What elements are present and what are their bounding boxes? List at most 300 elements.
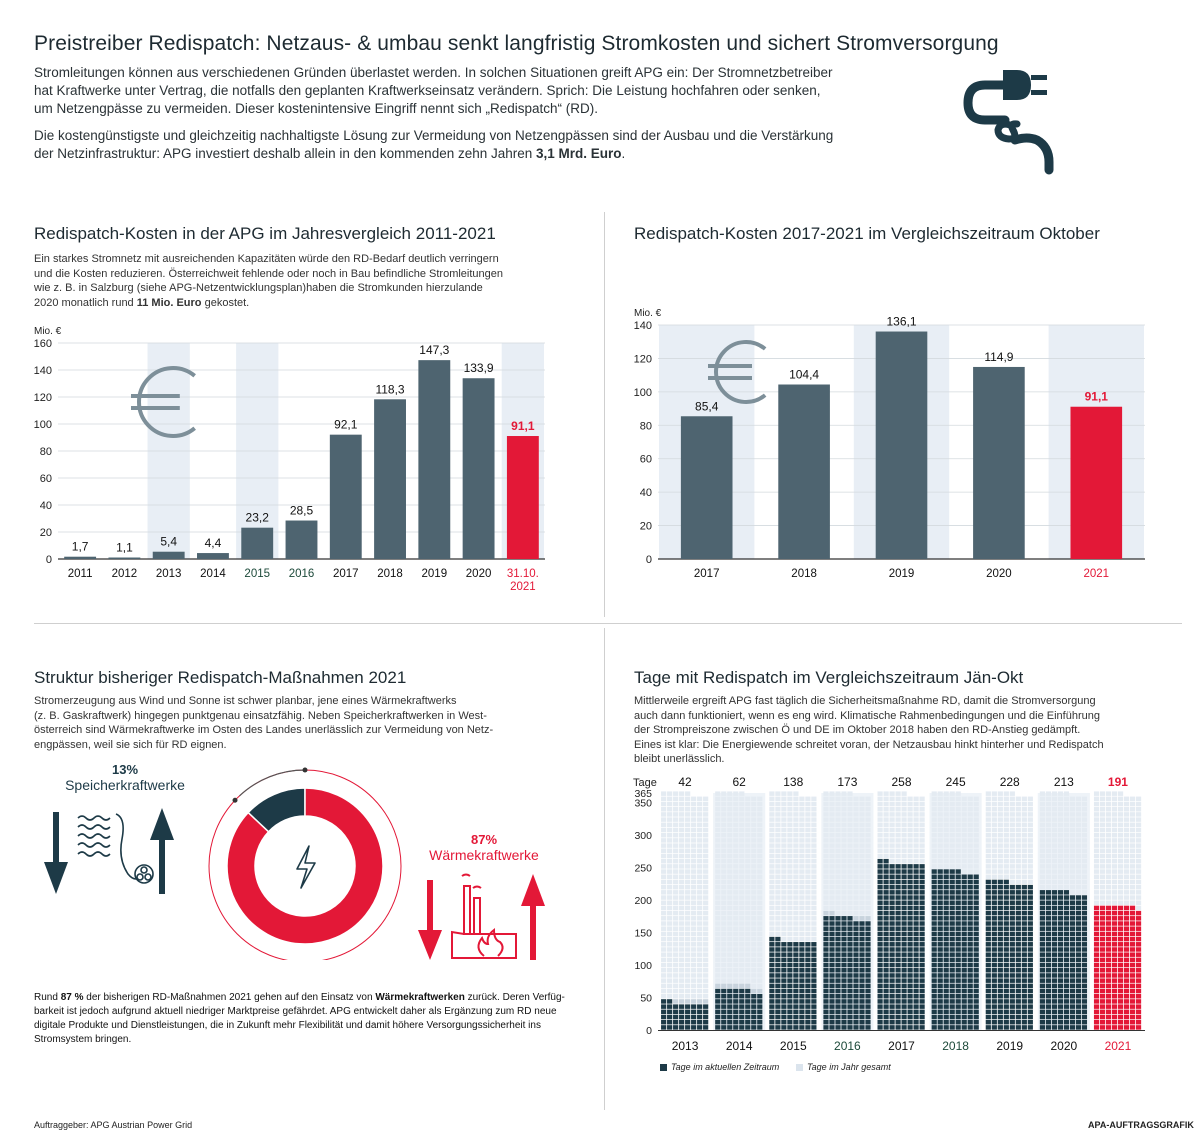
waffle-cell xyxy=(950,797,955,801)
waffle-cell xyxy=(859,823,864,827)
waffle-cell xyxy=(1046,942,1051,946)
waffle-cell xyxy=(1016,838,1021,842)
data-label: 136,1 xyxy=(886,314,917,329)
waffle-cell xyxy=(944,978,949,982)
waffle-cell xyxy=(1070,937,1075,941)
waffle-cell xyxy=(775,807,780,811)
waffle-cell xyxy=(1064,1010,1069,1014)
waffle-cell xyxy=(847,963,852,967)
waffle-cell xyxy=(932,802,937,806)
waffle-cell xyxy=(878,978,883,982)
waffle-cell xyxy=(890,989,895,993)
waffle-cell xyxy=(757,968,762,972)
data-label: 91,1 xyxy=(511,419,535,434)
waffle-cell xyxy=(829,968,834,972)
waffle-cell xyxy=(805,838,810,842)
waffle-cell xyxy=(775,958,780,962)
waffle-cell xyxy=(1100,911,1105,915)
waffle-cell xyxy=(878,989,883,993)
waffle-cell xyxy=(962,989,967,993)
waffle-cell xyxy=(1112,921,1117,925)
waffle-cell xyxy=(745,807,750,811)
waffle-cell xyxy=(1112,885,1117,889)
waffle-cell xyxy=(956,833,961,837)
waffle-cell xyxy=(715,1004,720,1008)
waffle-cell xyxy=(661,823,666,827)
waffle-cell xyxy=(757,989,762,993)
waffle-cell xyxy=(914,833,919,837)
waffle-cell xyxy=(667,817,672,821)
waffle-cell xyxy=(950,973,955,977)
waffle-cell xyxy=(853,906,858,910)
waffle-cell xyxy=(685,791,690,795)
waffle-cell xyxy=(865,802,870,806)
waffle-cell xyxy=(1028,973,1033,977)
waffle-cell xyxy=(715,864,720,868)
waffle-cell xyxy=(757,885,762,889)
waffle-cell xyxy=(847,854,852,858)
donut-chart xyxy=(205,760,405,960)
waffle-cell xyxy=(896,890,901,894)
waffle-cell xyxy=(1130,843,1135,847)
waffle-cell xyxy=(998,911,1003,915)
waffle-cell xyxy=(1010,932,1015,936)
waffle-cell xyxy=(685,994,690,998)
waffle-cell xyxy=(950,849,955,853)
waffle-cell xyxy=(841,978,846,982)
waffle-cell xyxy=(968,952,973,956)
waffle-cell xyxy=(878,895,883,899)
waffle-cell xyxy=(781,932,786,936)
waffle-cell xyxy=(884,849,889,853)
waffle-cell xyxy=(661,854,666,858)
waffle-cell xyxy=(1046,859,1051,863)
waffle-cell xyxy=(902,952,907,956)
waffle-cell xyxy=(685,900,690,904)
waffle-cell xyxy=(932,890,937,894)
waffle-cell xyxy=(859,854,864,858)
waffle-cell xyxy=(902,854,907,858)
waffle-cell xyxy=(1004,817,1009,821)
waffle-cell xyxy=(853,833,858,837)
waffle-cell xyxy=(1010,921,1015,925)
chart1-bar-chart xyxy=(30,318,550,603)
waffle-cell xyxy=(769,838,774,842)
waffle-cell xyxy=(733,921,738,925)
waffle-cell xyxy=(805,984,810,988)
waffle-cell xyxy=(673,911,678,915)
waffle-cell xyxy=(781,859,786,863)
waffle-cell xyxy=(739,1004,744,1008)
waffle-cell xyxy=(1052,885,1057,889)
waffle-cell xyxy=(884,958,889,962)
waffle-cell xyxy=(908,1015,913,1019)
waffle-cell xyxy=(1028,999,1033,1003)
waffle-cell xyxy=(896,791,901,795)
waffle-cell xyxy=(1028,885,1033,889)
waffle-cell xyxy=(1070,807,1075,811)
waffle-cell xyxy=(908,823,913,827)
waffle-cell xyxy=(920,859,925,863)
waffle-cell xyxy=(733,978,738,982)
waffle-cell xyxy=(865,947,870,951)
waffle-cell xyxy=(1130,1004,1135,1008)
waffle-cell xyxy=(835,973,840,977)
waffle-cell xyxy=(769,802,774,806)
waffle-cell xyxy=(914,958,919,962)
waffle-cell xyxy=(896,812,901,816)
waffle-cell xyxy=(835,937,840,941)
waffle-cell xyxy=(986,937,991,941)
waffle-cell xyxy=(962,1015,967,1019)
waffle-cell xyxy=(992,911,997,915)
waffle-cell xyxy=(932,937,937,941)
waffle-cell xyxy=(1118,978,1123,982)
waffle-cell xyxy=(697,926,702,930)
waffle-cell xyxy=(745,947,750,951)
waffle-cell xyxy=(908,838,913,842)
chart4-description: Mittlerweile ergreift APG fast täglich die Sicherheitsmaßnahme RD, damit die Stromversorgung auch dann funktioniert, wenn es eng wird. Klimatische Rahmenbedingungen und die Einführung der Strompreiszone zwischen Ö und DE im Oktober 2018 haben den RD-Anstieg gedämpft. Eines ist klar: Die Energiewende schreitet voran, der Netzausbau hinkt hinterher und Redispatch bleibt unerlässlich. xyxy=(634,695,1104,765)
waffle-cell xyxy=(896,859,901,863)
waffle-cell xyxy=(673,859,678,863)
waffle-cell xyxy=(787,869,792,873)
waffle-cell xyxy=(938,900,943,904)
waffle-cell xyxy=(1010,828,1015,832)
waffle-cell xyxy=(721,900,726,904)
waffle-cell xyxy=(733,900,738,904)
waffle-cell xyxy=(781,973,786,977)
waffle-cell xyxy=(914,973,919,977)
waffle-cell xyxy=(1124,1010,1129,1014)
waffle-cell xyxy=(1094,885,1099,889)
waffle-cell xyxy=(805,843,810,847)
waffle-cell xyxy=(799,989,804,993)
waffle-cell xyxy=(823,963,828,967)
waffle-cell xyxy=(1100,859,1105,863)
waffle-cell xyxy=(920,895,925,899)
waffle-cell xyxy=(823,916,828,920)
waffle-cell xyxy=(667,885,672,889)
waffle-cell xyxy=(1004,797,1009,801)
waffle-cell xyxy=(1082,797,1087,801)
waffle-cell xyxy=(968,823,973,827)
waffle-cell xyxy=(1130,869,1135,873)
waffle-cell xyxy=(829,875,834,879)
waffle-cell xyxy=(1100,1010,1105,1014)
waffle-cell xyxy=(1118,864,1123,868)
waffle-cell xyxy=(1058,838,1063,842)
waffle-cell xyxy=(932,828,937,832)
waffle-cell xyxy=(896,932,901,936)
waffle-cell xyxy=(793,1015,798,1019)
waffle-cell xyxy=(986,963,991,967)
waffle-cell xyxy=(1136,812,1141,816)
waffle-cell xyxy=(998,932,1003,936)
waffle-cell xyxy=(878,890,883,894)
bar xyxy=(681,416,733,559)
waffle-cell xyxy=(841,791,846,795)
waffle-cell xyxy=(1064,921,1069,925)
waffle-cell xyxy=(787,968,792,972)
waffle-cell xyxy=(685,885,690,889)
waffle-cell xyxy=(829,854,834,858)
waffle-cell xyxy=(962,869,967,873)
waffle-cell xyxy=(1040,926,1045,930)
waffle-cell xyxy=(739,994,744,998)
waffle-cell xyxy=(667,838,672,842)
waffle-cell xyxy=(775,984,780,988)
waffle-cell xyxy=(679,869,684,873)
waffle-cell xyxy=(1028,854,1033,858)
waffle-cell xyxy=(787,802,792,806)
waffle-cell xyxy=(992,854,997,858)
waffle-cell xyxy=(679,895,684,899)
waffle-cell xyxy=(859,900,864,904)
waffle-cell xyxy=(1118,849,1123,853)
waffle-cell xyxy=(745,1020,750,1024)
waffle-cell xyxy=(968,885,973,889)
waffle-cell xyxy=(859,812,864,816)
waffle-cell xyxy=(751,906,756,910)
waffle-cell xyxy=(1022,823,1027,827)
waffle-cell xyxy=(691,828,696,832)
waffle-cell xyxy=(727,968,732,972)
waffle-cell xyxy=(902,937,907,941)
waffle-cell xyxy=(956,843,961,847)
waffle-cell xyxy=(1058,1020,1063,1024)
y-tick-label: 120 xyxy=(33,392,52,404)
waffle-cell xyxy=(745,978,750,982)
waffle-cell xyxy=(1112,833,1117,837)
waffle-cell xyxy=(733,989,738,993)
y-tick-label: 40 xyxy=(39,500,52,512)
waffle-cell xyxy=(968,833,973,837)
waffle-cell xyxy=(673,932,678,936)
waffle-cell xyxy=(799,1004,804,1008)
waffle-cell xyxy=(703,1004,708,1008)
waffle-cell xyxy=(745,921,750,925)
waffle-cell xyxy=(968,797,973,801)
waffle-cell xyxy=(1064,849,1069,853)
waffle-cell xyxy=(703,989,708,993)
waffle-cell xyxy=(1022,942,1027,946)
waffle-cell xyxy=(811,849,816,853)
waffle-cell xyxy=(932,926,937,930)
waffle-cell xyxy=(1124,973,1129,977)
waffle-cell xyxy=(1106,864,1111,868)
waffle-cell xyxy=(962,994,967,998)
waffle-cell xyxy=(1058,854,1063,858)
waffle-cell xyxy=(751,890,756,894)
waffle-cell xyxy=(908,1004,913,1008)
waffle-cell xyxy=(1058,937,1063,941)
waffle-cell xyxy=(667,973,672,977)
waffle-cell xyxy=(1118,843,1123,847)
waffle-cell xyxy=(661,1015,666,1019)
waffle-cell xyxy=(1094,999,1099,1003)
waffle-cell xyxy=(733,911,738,915)
waffle-cell xyxy=(703,849,708,853)
waffle-cell xyxy=(944,828,949,832)
waffle-cell xyxy=(1046,1015,1051,1019)
waffle-cell xyxy=(1106,880,1111,884)
waffle-cell xyxy=(1082,807,1087,811)
waffle-cell xyxy=(1010,984,1015,988)
waffle-cell xyxy=(1082,817,1087,821)
waffle-cell xyxy=(950,947,955,951)
waffle-cell xyxy=(859,916,864,920)
waffle-cell xyxy=(679,890,684,894)
waffle-cell xyxy=(938,791,943,795)
y-tick-label: 60 xyxy=(39,473,52,485)
waffle-cell xyxy=(1022,932,1027,936)
waffle-cell xyxy=(793,849,798,853)
waffle-cell xyxy=(962,999,967,1003)
waffle-cell xyxy=(673,802,678,806)
waffle-cell xyxy=(1070,864,1075,868)
waffle-cell xyxy=(661,869,666,873)
waffle-cell xyxy=(884,859,889,863)
legend-current-text: Tage im aktuellen Zeitraum xyxy=(671,1062,780,1072)
waffle-cell xyxy=(691,849,696,853)
waffle-cell xyxy=(962,984,967,988)
waffle-cell xyxy=(787,849,792,853)
waffle-cell xyxy=(956,952,961,956)
waffle-cell xyxy=(932,885,937,889)
waffle-cell xyxy=(787,854,792,858)
waffle-cell xyxy=(781,828,786,832)
waffle-cell xyxy=(974,828,979,832)
waffle-cell xyxy=(896,921,901,925)
data-label: 5,4 xyxy=(160,534,178,549)
waffle-cell xyxy=(1040,958,1045,962)
waffle-cell xyxy=(1064,791,1069,795)
waffle-cell xyxy=(938,952,943,956)
waffle-cell xyxy=(1064,1004,1069,1008)
waffle-cell xyxy=(859,849,864,853)
waffle-cell xyxy=(986,952,991,956)
waffle-cell xyxy=(938,817,943,821)
waffle-cell xyxy=(1082,958,1087,962)
waffle-cell xyxy=(896,984,901,988)
waffle-cell xyxy=(739,854,744,858)
waffle-cell xyxy=(1076,1010,1081,1014)
waffle-cell xyxy=(775,1015,780,1019)
waffle-cell xyxy=(721,812,726,816)
waffle-cell xyxy=(1130,911,1135,915)
waffle-cell xyxy=(896,968,901,972)
data-label: 28,5 xyxy=(289,503,314,518)
waffle-cell xyxy=(673,864,678,868)
waffle-cell xyxy=(1010,994,1015,998)
waffle-cell xyxy=(1040,968,1045,972)
waffle-cell xyxy=(769,958,774,962)
waffle-cell xyxy=(1010,817,1015,821)
waffle-cell xyxy=(938,926,943,930)
waffle-cell xyxy=(853,885,858,889)
waffle-cell xyxy=(853,942,858,946)
waffle-cell xyxy=(691,958,696,962)
waffle-cell xyxy=(799,859,804,863)
waffle-cell xyxy=(908,875,913,879)
waffle-cell xyxy=(847,838,852,842)
waffle-cell xyxy=(974,911,979,915)
waffle-cell xyxy=(968,895,973,899)
waffle-cell xyxy=(853,875,858,879)
waffle-cell xyxy=(1106,854,1111,858)
waffle-cell xyxy=(757,958,762,962)
waffle-cell xyxy=(757,895,762,899)
waffle-cell xyxy=(667,854,672,858)
waffle-cell xyxy=(1076,963,1081,967)
x-tick-line: 2019 xyxy=(421,568,448,580)
waffle-cell xyxy=(1112,926,1117,930)
y-tick-label: 300 xyxy=(634,830,652,843)
waffle-cell xyxy=(811,989,816,993)
waffle-cell xyxy=(932,999,937,1003)
waffle-cell xyxy=(908,999,913,1003)
waffle-cell xyxy=(878,828,883,832)
waffle-cell xyxy=(974,900,979,904)
waffle-cell xyxy=(823,828,828,832)
waffle-cell xyxy=(914,849,919,853)
waffle-cell xyxy=(757,833,762,837)
waffle-cell xyxy=(781,916,786,920)
waffle-cell xyxy=(950,942,955,946)
waffle-cell xyxy=(739,890,744,894)
waffle-cell xyxy=(1100,849,1105,853)
y-tick-label: 150 xyxy=(634,927,652,940)
waffle-cell xyxy=(673,947,678,951)
waffle-cell xyxy=(986,823,991,827)
waffle-cell xyxy=(1124,807,1129,811)
waffle-cell xyxy=(841,864,846,868)
waffle-cell xyxy=(739,859,744,863)
waffle-cell xyxy=(1106,932,1111,936)
waffle-cell xyxy=(733,999,738,1003)
waffle-cell xyxy=(974,823,979,827)
waffle-cell xyxy=(679,937,684,941)
waffle-cell xyxy=(1094,994,1099,998)
waffle-cell xyxy=(739,849,744,853)
waffle-cell xyxy=(829,932,834,936)
waffle-cell xyxy=(884,791,889,795)
waffle-cell xyxy=(727,869,732,873)
waffle-cell xyxy=(1082,926,1087,930)
waffle-cell xyxy=(835,890,840,894)
waffle-cell xyxy=(853,911,858,915)
waffle-cell xyxy=(685,849,690,853)
waffle-cell xyxy=(920,911,925,915)
waffle-cell xyxy=(968,994,973,998)
waffle-cell xyxy=(986,828,991,832)
waffle-cell xyxy=(739,906,744,910)
waffle-cell xyxy=(1046,947,1051,951)
waffle-cell xyxy=(1046,828,1051,832)
waffle-cell xyxy=(721,791,726,795)
waffle-cell xyxy=(1004,864,1009,868)
waffle-cell xyxy=(992,932,997,936)
waffle-cell xyxy=(1094,978,1099,982)
waffle-cell xyxy=(793,843,798,847)
waffle-cell xyxy=(938,999,943,1003)
waffle-cell xyxy=(1064,952,1069,956)
waffle-cell xyxy=(1028,911,1033,915)
waffle-cell xyxy=(932,869,937,873)
waffle-cell xyxy=(811,1015,816,1019)
waffle-cell xyxy=(859,828,864,832)
note-text-3: zurück. Deren Verfüg- barkeit ist jedoch aufgrund aktuell niedriger Marktpreise gefährdet. APG entwickelt daher als Ergänzung zum RD neue digitale Produkte und Dienstleistungen, die in Zukunft mehr Flexibilität und damit höhere Versorgungssicherheit ins Stromsystem bringen. xyxy=(34,992,565,1045)
